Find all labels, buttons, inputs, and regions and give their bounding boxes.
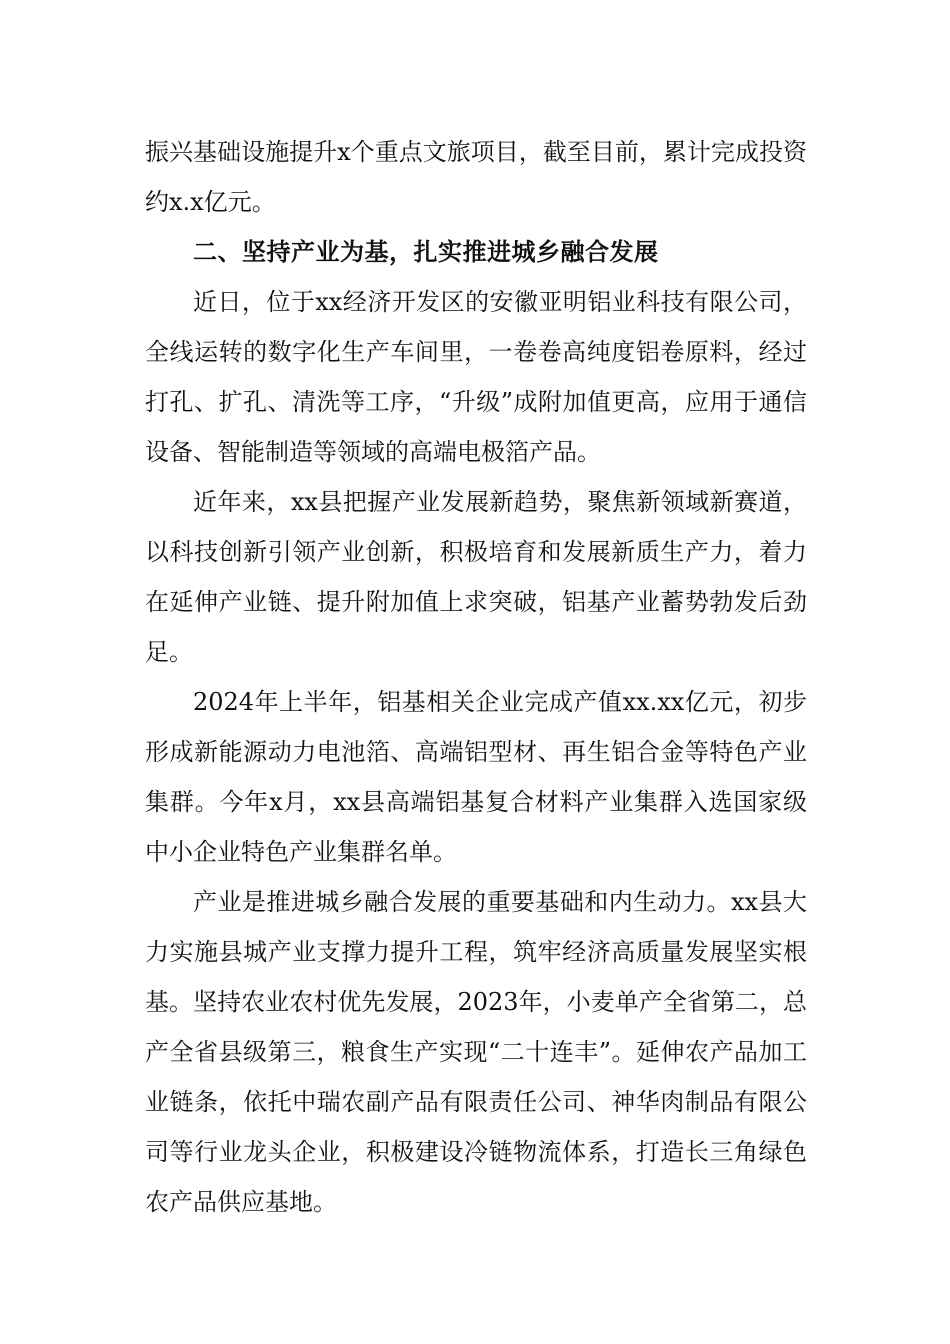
paragraph-continuation: 振兴基础设施提升x个重点文旅项目，截至目前，累计完成投资约x.x亿元。 [145, 138, 807, 216]
paragraph-industry-trend: 近年来，xx县把握产业发展新趋势，聚焦新领域新赛道，以科技创新引领产业创新，积极培育和发展新质生产力，着力在延伸产业链、提升附加值上求突破，铝基产业蓄势勃发后劲足。 [145, 488, 807, 666]
paragraph-company-intro: 近日，位于xx经济开发区的安徽亚明铝业科技有限公司，全线运转的数字化生产车间里，一卷卷高纯度铝卷原料，经过打孔、扩孔、清洗等工序，“升级”成附加值更高，应用于通信设备、智能制造等领域的高端电极箔产品。 [145, 288, 807, 466]
document-body [145, 127, 807, 1227]
paragraph-output-value: 2024年上半年，铝基相关企业完成产值xx.xx亿元，初步形成新能源动力电池箔、高端铝型材、再生铝合金等特色产业集群。今年x月，xx县高端铝基复合材料产业集群入选国家级中小企业特色产业集群名单。 [145, 688, 807, 866]
paragraph-urban-rural-integration: 产业是推进城乡融合发展的重要基础和内生动力。xx县大力实施县城产业支撑力提升工程，筑牢经济高质量发展坚实根基。坚持农业农村优先发展，2023年，小麦单产全省第二，总产全省县级第三，粮食生产实现“二十连丰”。延伸农产品加工业链条，依托中瑞农副产品有限责任公司、神华肉制品有限公司等行业龙头企业，积极建设冷链物流体系，打造长三角绿色农产品供应基地。 [145, 888, 807, 1216]
section-heading: 二、坚持产业为基，扎实推进城乡融合发展 [193, 238, 659, 266]
